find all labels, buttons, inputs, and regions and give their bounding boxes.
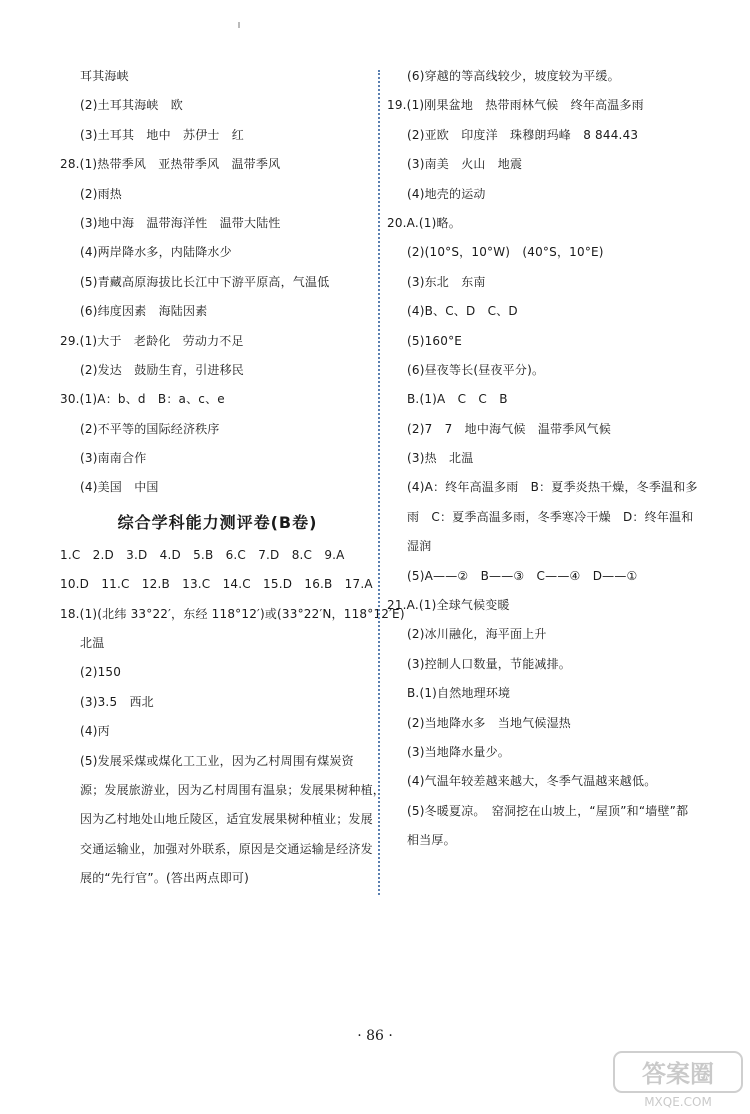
left-answers-part-b [60,541,405,894]
section-title: 综合学科能力测评卷(B卷) [117,512,318,532]
answer-line: (3)热 北温 [407,451,474,466]
answer-line: (5)160°E [407,333,463,348]
left-answers-part-a [60,62,375,503]
answer-line: (6)纬度因素 海陆因素 [80,304,208,319]
right-answers [387,62,707,856]
answer-line: (3)当地降水量少。 [407,744,510,759]
answer-line: 源；发展旅游业，因为乙村周围有温泉；发展果树种植， [80,782,386,797]
answer-line: (2)7 7 地中海气候 温带季风气候 [407,421,612,436]
answer-line: 耳其海峡 [80,69,129,83]
answer-line: (4)地壳的运动 [407,186,486,201]
answer-line: 30.(1)A：b、d B：a、c、e [60,392,225,407]
answer-line: (5)A——② B——③ C——④ D——① [407,568,638,583]
answer-line: (4)美国 中国 [80,480,159,495]
answer-line: (5)发展采煤或煤化工工业，因为乙村周围有煤炭资 [80,753,354,768]
answer-line: (3)3.5 西北 [80,694,154,709]
answer-line: 18.(1)(北纬 33°22′，东经 118°12′)或(33°22′N，118°12′E) [60,606,405,621]
watermark-url: MXQE.COM [644,1095,712,1109]
answer-line: 雨 C：夏季高温多雨，冬季寒冷干燥 D：终年温和 [407,509,694,524]
answer-line: (2)亚欧 印度洋 珠穆朗玛峰 8 844.43 [407,127,639,142]
answer-line: (4)丙 [80,724,110,739]
answer-line: 交通运输业，加强对外联系，原因是交通运输是经济发 [80,841,373,856]
answer-line: (5)冬暖夏凉。 窑洞挖在山坡上，“屋顶”和“墙壁”都 [407,803,689,818]
right-column [387,62,707,856]
answer-line: (2)土耳其海峡 欧 [80,98,183,113]
answer-line: 19.(1)刚果盆地 热带雨林气候 终年高温多雨 [387,98,644,113]
answer-line: 相当厚。 [407,833,456,848]
answer-line: (4)A：终年高温多雨 B：夏季炎热干燥，冬季温和多 [407,480,698,495]
answer-line: B.(1)自然地理环境 [407,686,511,701]
answer-line: (2)(10°S，10°W) (40°S，10°E) [407,245,604,260]
answer-line: (3)南南合作 [80,451,147,466]
answer-line: 湿润 [407,539,432,554]
answer-line: 展的“先行官”。(答出两点即可) [80,871,249,886]
answer-line: (3)南美 火山 地震 [407,157,523,172]
left-column [60,62,405,894]
answer-line: 21.A.(1)全球气候变暖 [387,598,510,613]
watermark-logo [612,1050,744,1110]
answer-line: 因为乙村地处山地丘陵区，适宜发展果树种植业；发展 [80,812,373,827]
answer-line: 29.(1)大于 老龄化 劳动力不足 [60,333,244,348]
watermark-title: 答案圈 [642,1060,714,1088]
answer-line: (6)昼夜等长(昼夜平分)。 [407,362,545,377]
answer-line: 1.C 2.D 3.D 4.D 5.B 6.C 7.D 8.C 9.A [60,547,345,562]
answer-line: (2)当地降水多 当地气候湿热 [407,715,571,730]
answer-line: (5)青藏高原海拔比长江中下游平原高，气温低 [80,274,330,289]
answer-line: (2)150 [80,665,122,680]
answer-line: (2)发达 鼓励生育，引进移民 [80,362,244,377]
print-mark [238,22,240,28]
answer-line: (3)东北 东南 [407,274,486,289]
answer-line: 北温 [80,636,105,651]
answer-line: B.(1)A C C B [407,392,508,407]
page-number: · 86 · [357,1028,393,1044]
answer-line: (4)B、C、D C、D [407,304,518,319]
answer-line: (3)土耳其 地中 苏伊士 红 [80,127,244,142]
answer-line: (4)两岸降水多，内陆降水少 [80,245,232,260]
answer-line: (2)雨热 [80,186,122,201]
answer-line: (3)地中海 温带海洋性 温带大陆性 [80,215,281,230]
answer-line: (3)控制人口数量，节能减排。 [407,656,571,671]
answer-line: 10.D 11.C 12.B 13.C 14.C 15.D 16.B 17.A [60,577,373,592]
column-divider [378,70,380,895]
answer-line: (2)不平等的国际经济秩序 [80,421,220,436]
answer-line: (4)气温年较差越来越大，冬季气温越来越低。 [407,774,657,789]
answer-line: (2)冰川融化，海平面上升 [407,627,547,642]
answer-line: 28.(1)热带季风 亚热带季风 温带季风 [60,157,281,172]
answer-line: (6)穿越的等高线较少，坡度较为平缓。 [407,69,620,83]
answer-line: 20.A.(1)略。 [387,215,461,230]
